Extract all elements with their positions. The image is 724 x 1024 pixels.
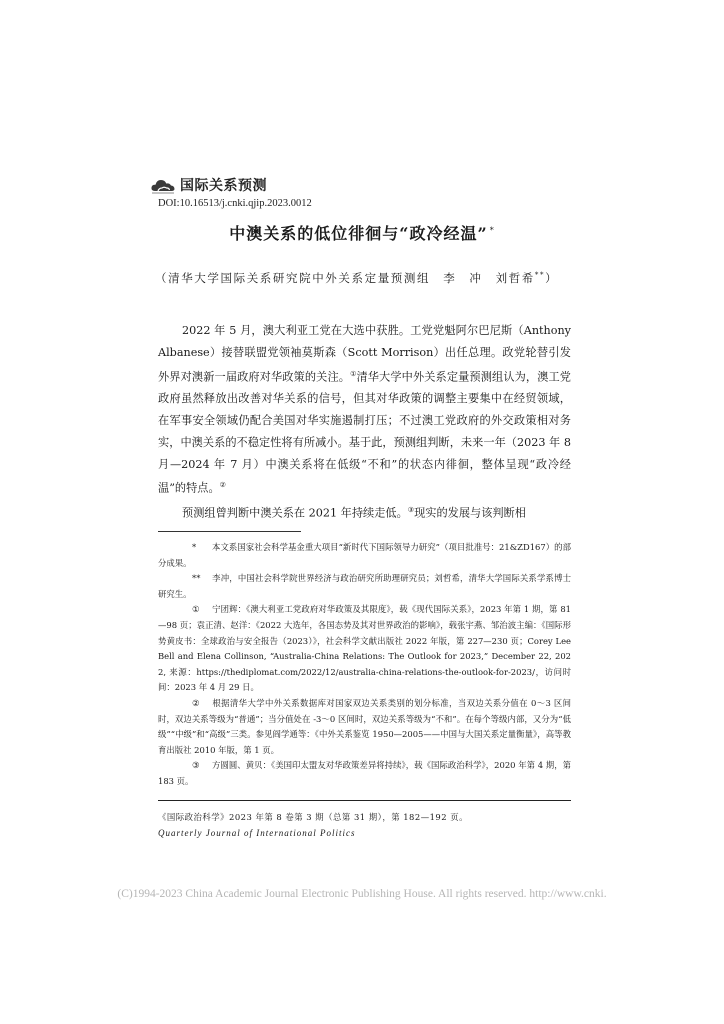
footnote-mark: ② bbox=[192, 697, 200, 708]
footnote bbox=[158, 540, 571, 571]
footnote-text: 方圆圆、黄贝：《美国印太盟友对华政策差异将持续》，载《国际政治科学》，2020 年第 4 期，第 183 页。 bbox=[158, 760, 571, 786]
author-line bbox=[155, 270, 575, 286]
authors-prefix: （清华大学国际关系研究院中外关系定量预测组 李 冲 刘哲希 bbox=[155, 271, 535, 285]
footnote-ref[interactable]: ① bbox=[350, 369, 357, 378]
footnotes bbox=[158, 540, 571, 790]
section-label: 国际关系预测 bbox=[180, 178, 267, 194]
footnote-mark: ③ bbox=[192, 760, 200, 771]
title-footnote-mark[interactable]: * bbox=[489, 225, 495, 235]
section-header bbox=[150, 175, 267, 195]
paragraph bbox=[158, 320, 571, 500]
footnote bbox=[158, 696, 571, 758]
footnote-text: 宁团辉：《澳大利亚工党政府对华政策及其限度》，载《现代国际关系》，2023 年第 1 期，第 81—98 页；袁正清、赵洋：《2022 大选年，各国态势及其对世界政治的影响》，载张宇燕、邹治波主编：《国际形势黄皮书：全球政治与安全报告（2023）》，社会科学文献出版社 2022 年版，第 227—230 页；Corey Lee Bell and Elena Collinson, “Australia-China Relations: The Outlook for 2023,” December 22, 2022, 来源：https://thediplomat.com/2022/12/australia-china-relations-the-outlook-for-2023/，访问时间：2023 年 4 月 29 日。 bbox=[158, 604, 571, 693]
paragraph bbox=[158, 500, 571, 525]
footnote-mark: * bbox=[192, 542, 197, 552]
paragraph-text: 现实的发展与该判断相 bbox=[414, 506, 526, 520]
footnote-text: 根据清华大学中外关系数据库对国家双边关系类别的划分标准，当双边关系分值在 0～3 区间时，双边关系等级为“普通”；当分值处在 -3～0 区间时，双边关系等级为“不和”。在每个等级内部，又分为“低级”“中级”和“高级”三类。参见阎学通等：《中外关系鉴览 1950—2005——中国与大国关系定量衡量》，高等教育出版社 2010 年版，第 1 页。 bbox=[158, 697, 571, 755]
footnote bbox=[158, 602, 571, 696]
paragraph-text: 清华大学中外关系定量预测组认为，澳工党政府虽然释放出改善对华关系的信号，但其对华政策的调整主要集中在经贸领域，在军事安全领域仍配合美国对华实施遏制打压；不过澳工党政府的外交政策相对务实，中澳关系的不稳定性将有所减小。基于此，预测组判断，未来一年（2023 年 8 月—2024 年 7 月）中澳关系将在低级“不和”的状态内徘徊，整体呈现“政冷经温”的特点。 bbox=[158, 370, 571, 496]
cloud-logo-icon bbox=[150, 176, 176, 194]
copyright-watermark: (C)1994-2023 China Academic Journal Electronic Publishing House. All rights reserved. http://www.cnki. bbox=[117, 888, 607, 900]
footnote-mark: ** bbox=[192, 573, 201, 584]
paragraph-text: 预测组曾判断中澳关系在 2021 年持续走低。 bbox=[182, 506, 408, 520]
journal-divider bbox=[158, 800, 571, 801]
paragraph-text: 2022 年 5 月，澳大利亚工党在大选中获胜。工党党魁阿尔巴尼斯（Anthony Albanese）接替联盟党领袖莫斯森（Scott Morrison）出任总理。政党轮替引发外界对澳新一届政府对华政策的关注。 bbox=[158, 324, 571, 384]
footnote-ref[interactable]: ② bbox=[219, 481, 226, 490]
title-text: 中澳关系的低位徘徊与“政冷经温” bbox=[229, 224, 488, 243]
journal-citation-cn: 《国际政治科学》2023 年第 8 卷第 3 期（总第 31 期），第 182—192 页。 bbox=[158, 812, 468, 822]
article-title bbox=[0, 221, 724, 244]
authors-suffix: ） bbox=[545, 271, 559, 285]
footnote bbox=[158, 758, 571, 789]
footnote bbox=[158, 571, 571, 602]
footnote-mark: ① bbox=[192, 604, 200, 615]
journal-citation-en: Quarterly Journal of International Politics bbox=[158, 828, 356, 838]
doi: DOI:10.16513/j.cnki.qjip.2023.0012 bbox=[158, 198, 312, 209]
footnote-divider bbox=[158, 531, 301, 532]
footnote-text: 本文系国家社会科学基金重大项目“新时代下国际领导力研究”（项目批准号：21&ZD167）的部分成果。 bbox=[158, 542, 571, 568]
footnote-text: 李冲，中国社会科学院世界经济与政治研究所助理研究员；刘哲希，清华大学国际关系学系博士研究生。 bbox=[158, 573, 571, 599]
footnote-ref[interactable]: ③ bbox=[407, 505, 415, 514]
body-text bbox=[158, 320, 571, 524]
authors-footnote-mark[interactable]: ** bbox=[534, 271, 546, 280]
